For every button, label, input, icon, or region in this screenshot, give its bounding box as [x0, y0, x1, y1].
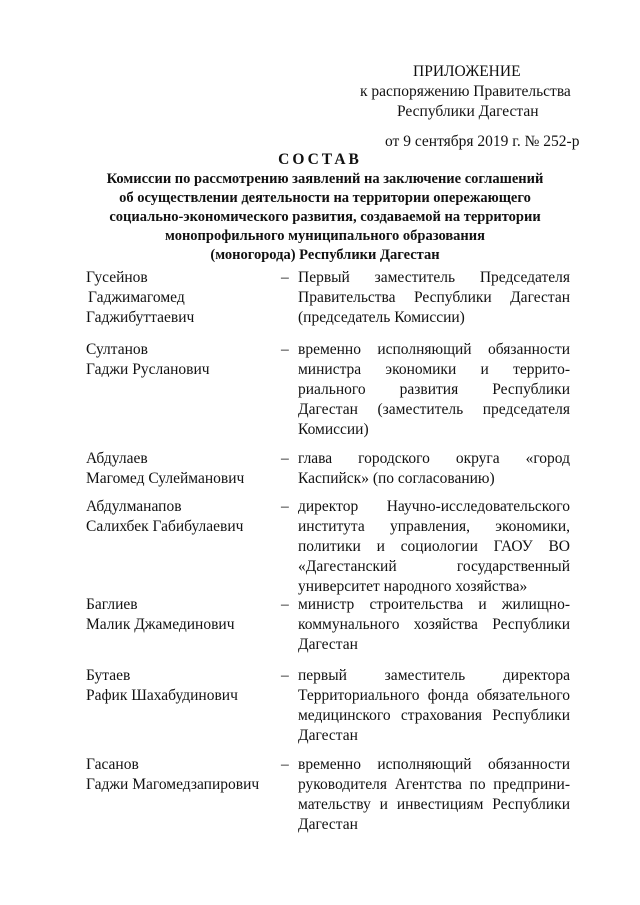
- member-dash: –: [281, 450, 289, 467]
- member-position-line: Правительства Республики Дагестан: [298, 289, 570, 306]
- member-position-line: министр строительства и жилищно-: [298, 596, 570, 613]
- member-name-line: Магомед Сулейманович: [86, 470, 245, 487]
- subtitle-line: (моногорода) Республики Дагестан: [210, 247, 440, 263]
- member-name-line: Султанов: [86, 341, 148, 358]
- member-position-line: директор Научно-исследовательского: [298, 498, 570, 515]
- member-name-line: Абдулаев: [86, 450, 148, 467]
- member-name-line: Бутаев: [86, 667, 131, 684]
- member-position-line: руководителя Агентства по предприни-: [298, 776, 570, 793]
- member-name-line: Гусейнов: [86, 269, 148, 286]
- member-position-line: Дагестан: [298, 727, 358, 744]
- appendix-header: [350, 62, 590, 152]
- member-position-line: института управления, экономики,: [298, 518, 570, 535]
- member-entry: [0, 755, 640, 833]
- member-name-line: Гаджи Русланович: [86, 361, 210, 378]
- member-name: [0, 497, 286, 537]
- member-entry: [0, 497, 640, 595]
- member-position-line: «Дагестанский государственный: [298, 558, 570, 575]
- member-name: [0, 595, 286, 635]
- member-name-line: Малик Джамединович: [86, 616, 235, 633]
- member-position-line: Дагестан: [298, 636, 358, 653]
- member-entry: [0, 340, 640, 438]
- member-position-line: Дагестан: [298, 816, 358, 833]
- subtitle-line: об осуществлении деятельности на территории опережающего: [119, 190, 531, 206]
- member-position-line: политики и социологии ГАОУ ВО: [298, 538, 570, 555]
- member-position: [298, 268, 570, 328]
- member-name-line: Гаджибуттаевич: [86, 309, 195, 326]
- member-position-line: (председатель Комиссии): [298, 309, 465, 326]
- member-position-line: медицинского страхования Республики: [298, 707, 570, 724]
- member-position-line: Каспийск» (по согласованию): [298, 470, 495, 487]
- member-name: [0, 755, 286, 795]
- member-position: [298, 666, 570, 746]
- member-dash: –: [281, 269, 289, 286]
- member-position-line: первый заместитель директора: [298, 667, 570, 684]
- member-position-line: Дагестан (заместитель председателя: [298, 401, 570, 418]
- member-position: [298, 595, 570, 655]
- member-entry: [0, 268, 640, 328]
- document-subtitle: [90, 170, 560, 265]
- member-position: [298, 497, 570, 597]
- member-dash: –: [281, 596, 289, 613]
- subtitle-line: монопрофильного муниципального образования: [165, 228, 485, 244]
- member-name: [0, 666, 286, 706]
- member-position: [298, 755, 570, 835]
- member-position-line: Территориального фонда обязательного: [298, 687, 570, 704]
- member-dash: –: [281, 341, 289, 358]
- member-position-line: глава городского округа «город: [298, 450, 570, 467]
- member-dash: –: [281, 498, 289, 515]
- member-name-line: Гаджимагомед: [88, 289, 185, 306]
- member-position-line: университет народного хозяйства»: [298, 578, 528, 595]
- member-position-line: временно исполняющий обязанности: [298, 756, 570, 773]
- member-position-line: риального развития Республики: [298, 381, 570, 398]
- appendix-label: ПРИЛОЖЕНИЕ: [413, 63, 521, 80]
- member-position-line: Комиссии): [298, 421, 369, 438]
- member-name: [0, 340, 286, 380]
- member-position: [298, 340, 570, 440]
- subtitle-line: Комиссии по рассмотрению заявлений на заключение соглашений: [106, 171, 544, 187]
- appendix-republic: Республики Дагестан: [397, 103, 539, 120]
- member-dash: –: [281, 667, 289, 684]
- member-position-line: мательству и инвестициям Республики: [298, 796, 570, 813]
- appendix-order-reference: к распоряжению Правительства: [360, 83, 571, 100]
- member-position-line: министра экономики и террито-: [298, 361, 570, 378]
- appendix-date-number: от 9 сентября 2019 г. № 252-р: [385, 133, 580, 150]
- member-name: [0, 449, 286, 489]
- member-name-line: Гасанов: [86, 756, 139, 773]
- member-position-line: временно исполняющий обязанности: [298, 341, 570, 358]
- member-entry: [0, 595, 640, 653]
- member-position-line: коммунального хозяйства Республики: [298, 616, 570, 633]
- member-position: [298, 449, 570, 489]
- member-name-line: Салихбек Габибулаевич: [86, 518, 244, 535]
- member-name-line: Гаджи Магомедзапирович: [86, 776, 260, 793]
- member-name-line: Баглиев: [86, 596, 138, 613]
- member-name: [0, 268, 286, 328]
- subtitle-line: социально-экономического развития, создаваемой на территории: [109, 209, 541, 225]
- member-entry: [0, 666, 640, 744]
- document-title: СОСТАВ: [278, 151, 362, 168]
- member-name-line: Рафик Шахабудинович: [86, 687, 238, 704]
- member-name-line: Абдулманапов: [86, 498, 182, 515]
- member-position-line: Первый заместитель Председателя: [298, 269, 570, 286]
- member-dash: –: [281, 756, 289, 773]
- member-entry: [0, 449, 640, 489]
